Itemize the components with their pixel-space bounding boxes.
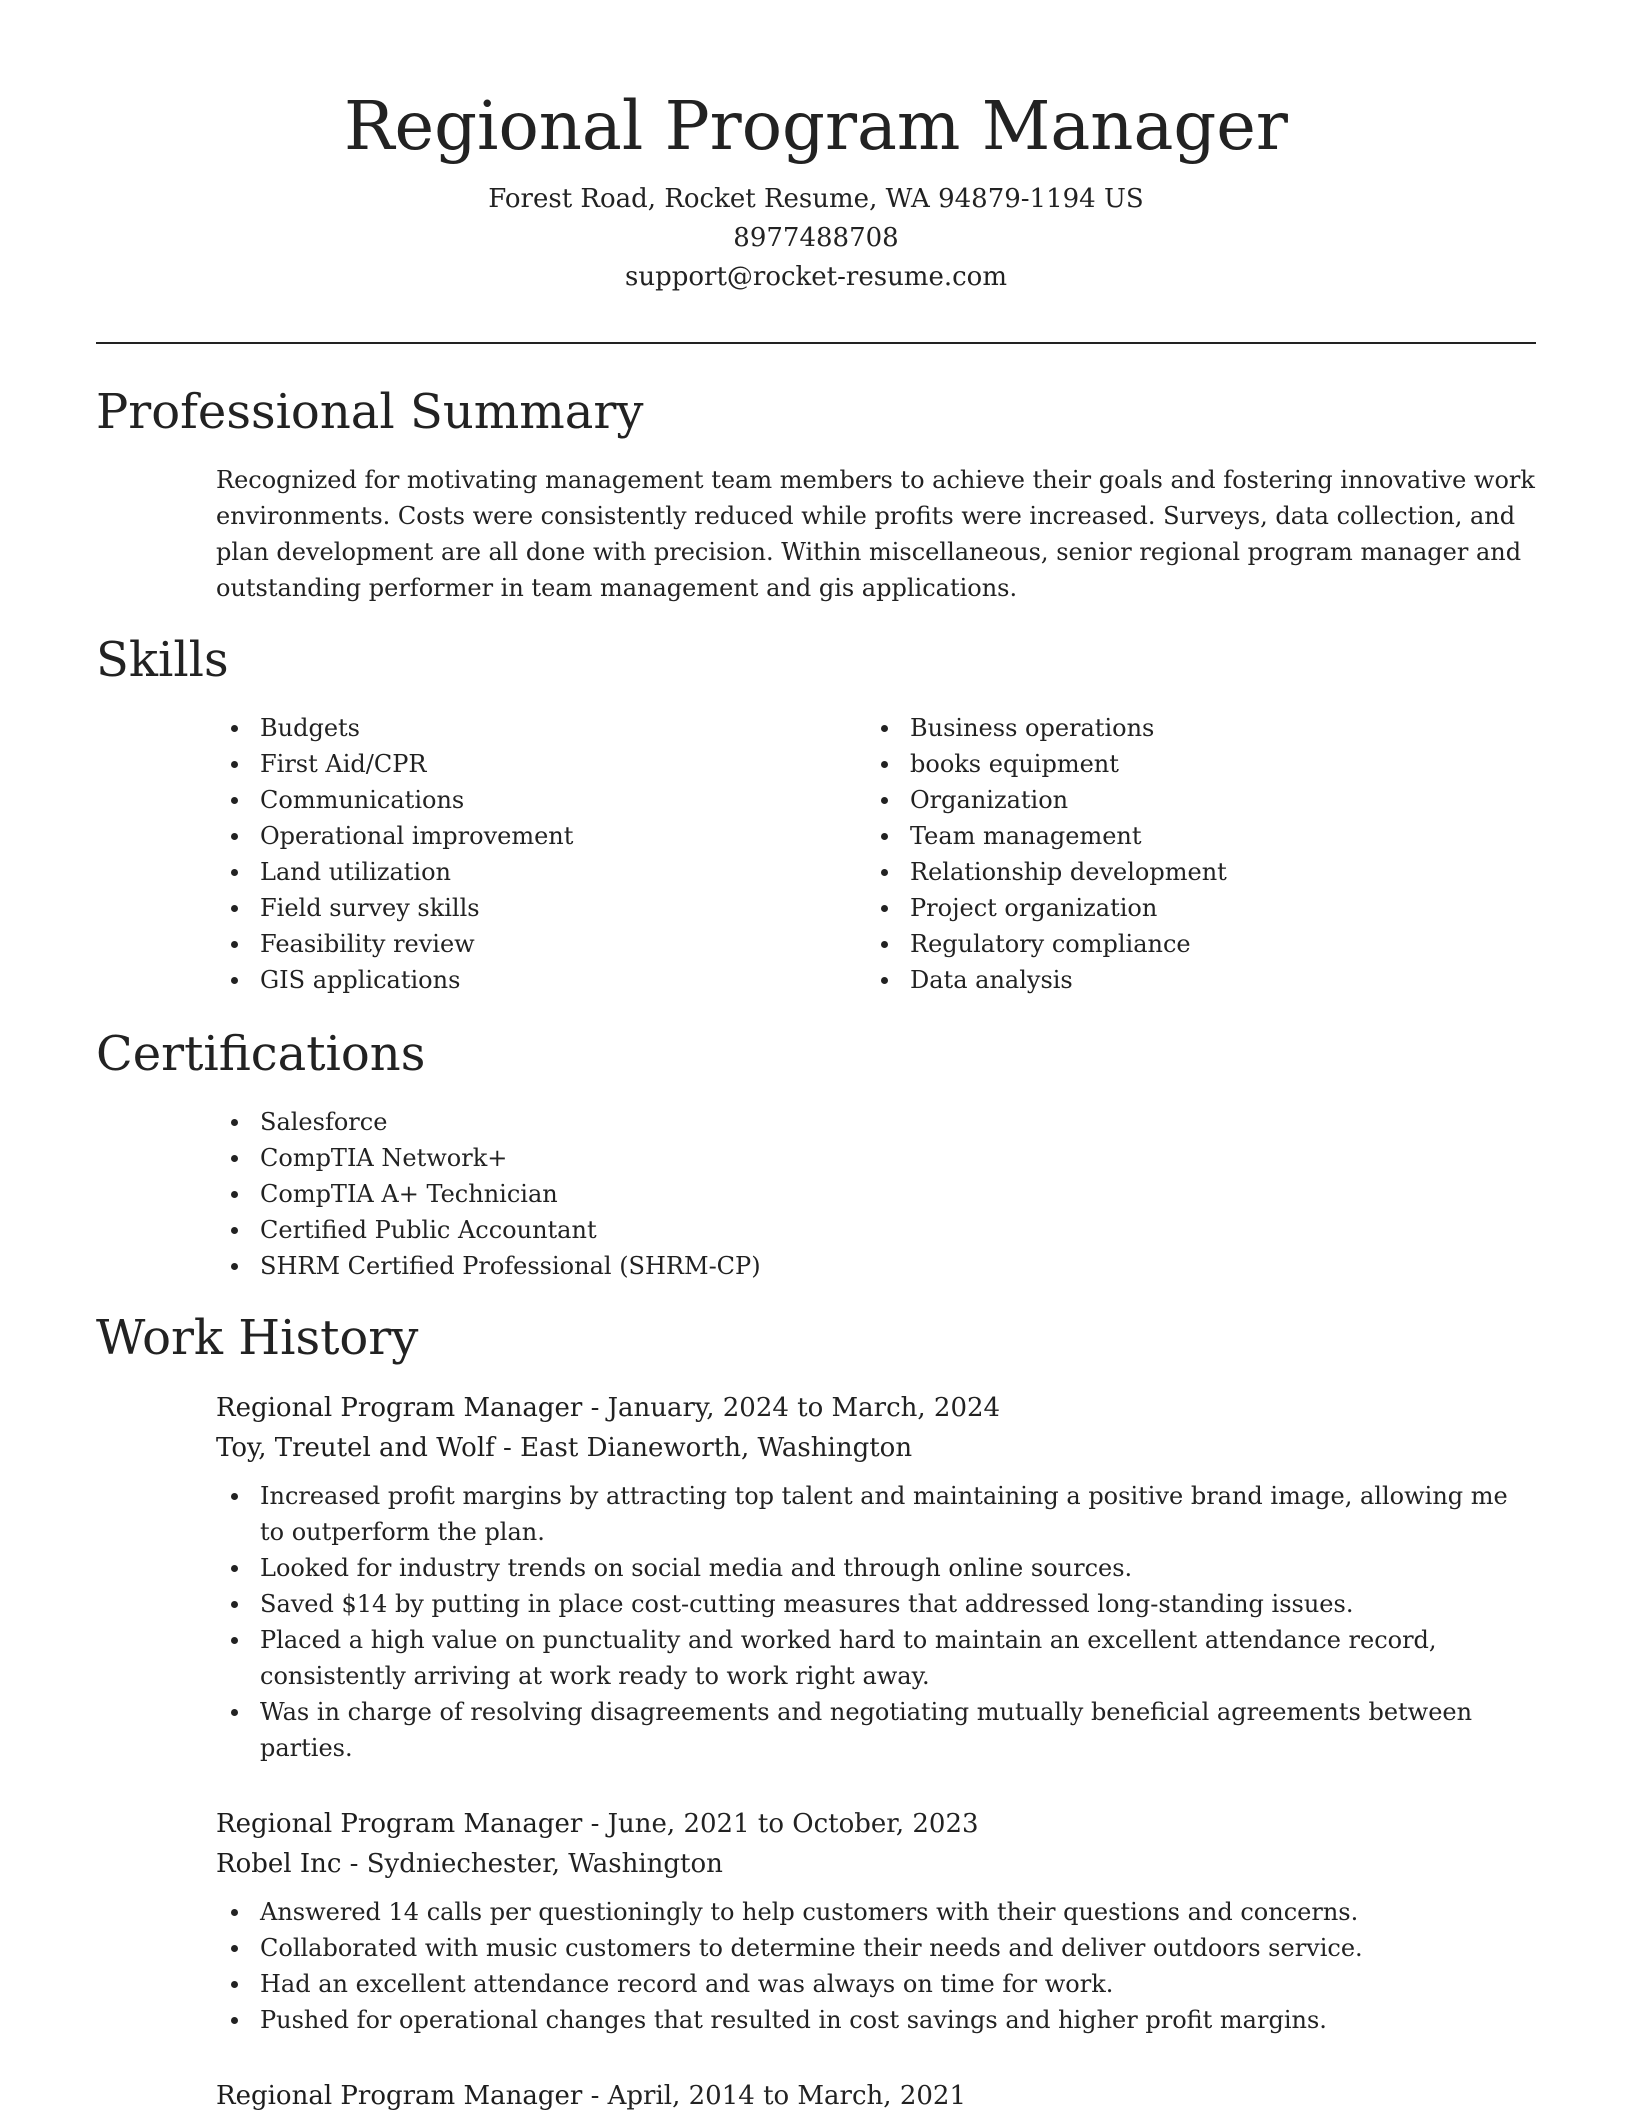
list-item: Project organization (866, 890, 1506, 926)
list-item: Increased profit margins by attracting top talent and maintaining a positive brand image, allowing me to outperform the plan. (216, 1478, 1536, 1550)
job-company-line (216, 1844, 1536, 1884)
list-item: SHRM Certified Professional (SHRM-CP) (216, 1248, 1116, 1284)
job-bullets (216, 1894, 1536, 2038)
summary-text: Recognized for motivating management team members to achieve their goals and fostering innovative work environments. Costs were consistently reduced while profits were increased. Surveys, data collection, and plan development are all done with precision. Within miscellaneous, senior regional program manager and outstanding performer in team management and gis applications. (216, 466, 1535, 602)
job-title: Regional Program Manager (216, 1393, 583, 1423)
work-history-heading: Work History (96, 1310, 419, 1366)
job-title: Regional Program Manager (216, 1809, 583, 1839)
job-dates: - January, 2024 to March, 2024 (582, 1393, 1001, 1423)
job-entry (216, 1804, 1536, 2038)
job-entry (216, 2076, 1536, 2116)
skills-heading: Skills (96, 632, 229, 688)
list-item: CompTIA A+ Technician (216, 1176, 1116, 1212)
candidate-name: Regional Program Manager (344, 87, 1288, 165)
list-item: Regulatory compliance (866, 926, 1506, 962)
job-entry (216, 1388, 1536, 1766)
job-dates: - April, 2014 to March, 2021 (582, 2081, 966, 2111)
list-item: GIS applications (216, 962, 816, 998)
certifications-heading: Certifications (96, 1026, 426, 1082)
list-item: Relationship development (866, 854, 1506, 890)
list-item: Data analysis (866, 962, 1506, 998)
list-item: books equipment (866, 746, 1506, 782)
list-item: Was in charge of resolving disagreements and negotiating mutually beneficial agreements between parties. (216, 1694, 1536, 1766)
list-item: Operational improvement (216, 818, 816, 854)
resume-header (96, 84, 1536, 297)
contact-email: support@rocket-resume.com (624, 262, 1007, 292)
job-title-line (216, 1388, 1536, 1428)
list-item: Answered 14 calls per questioningly to help customers with their questions and concerns. (216, 1894, 1536, 1930)
header-divider (96, 342, 1536, 344)
list-item: Had an excellent attendance record and was always on time for work. (216, 1966, 1536, 2002)
list-item: Budgets (216, 710, 816, 746)
job-company: Toy, Treutel and Wolf (216, 1433, 495, 1463)
job-bullets (216, 1478, 1536, 1766)
list-item: Field survey skills (216, 890, 816, 926)
contact-phone: 8977488708 (733, 223, 899, 253)
list-item: First Aid/CPR (216, 746, 816, 782)
job-dates: - June, 2021 to October, 2023 (582, 1809, 979, 1839)
list-item: Communications (216, 782, 816, 818)
job-title-line (216, 1804, 1536, 1844)
list-item: Collaborated with music customers to determine their needs and deliver outdoors service. (216, 1930, 1536, 1966)
job-location: - Sydniechester, Washington (341, 1849, 723, 1879)
job-title: Regional Program Manager (216, 2081, 583, 2111)
contact-address: Forest Road, Rocket Resume, WA 94879-1194 US (488, 184, 1144, 214)
job-company: Robel Inc (216, 1849, 342, 1879)
list-item: Certified Public Accountant (216, 1212, 1116, 1248)
certifications-list (216, 1104, 1116, 1284)
list-item: Organization (866, 782, 1506, 818)
list-item: Looked for industry trends on social media and through online sources. (216, 1550, 1536, 1586)
list-item: Business operations (866, 710, 1506, 746)
summary-heading: Professional Summary (96, 384, 644, 440)
list-item: Feasibility review (216, 926, 816, 962)
list-item: Salesforce (216, 1104, 1116, 1140)
list-item: Team management (866, 818, 1506, 854)
list-item: Land utilization (216, 854, 816, 890)
skills-list-right (866, 710, 1506, 998)
job-location: - East Dianeworth, Washington (494, 1433, 913, 1463)
list-item: Placed a high value on punctuality and worked hard to maintain an excellent attendance record, consistently arriving at work ready to work right away. (216, 1622, 1536, 1694)
list-item: Pushed for operational changes that resulted in cost savings and higher profit margins. (216, 2002, 1536, 2038)
job-company-line (216, 1428, 1536, 1468)
skills-list-left (216, 710, 816, 998)
list-item: CompTIA Network+ (216, 1140, 1116, 1176)
list-item: Saved $14 by putting in place cost-cutting measures that addressed long-standing issues. (216, 1586, 1536, 1622)
job-title-line (216, 2076, 1536, 2116)
